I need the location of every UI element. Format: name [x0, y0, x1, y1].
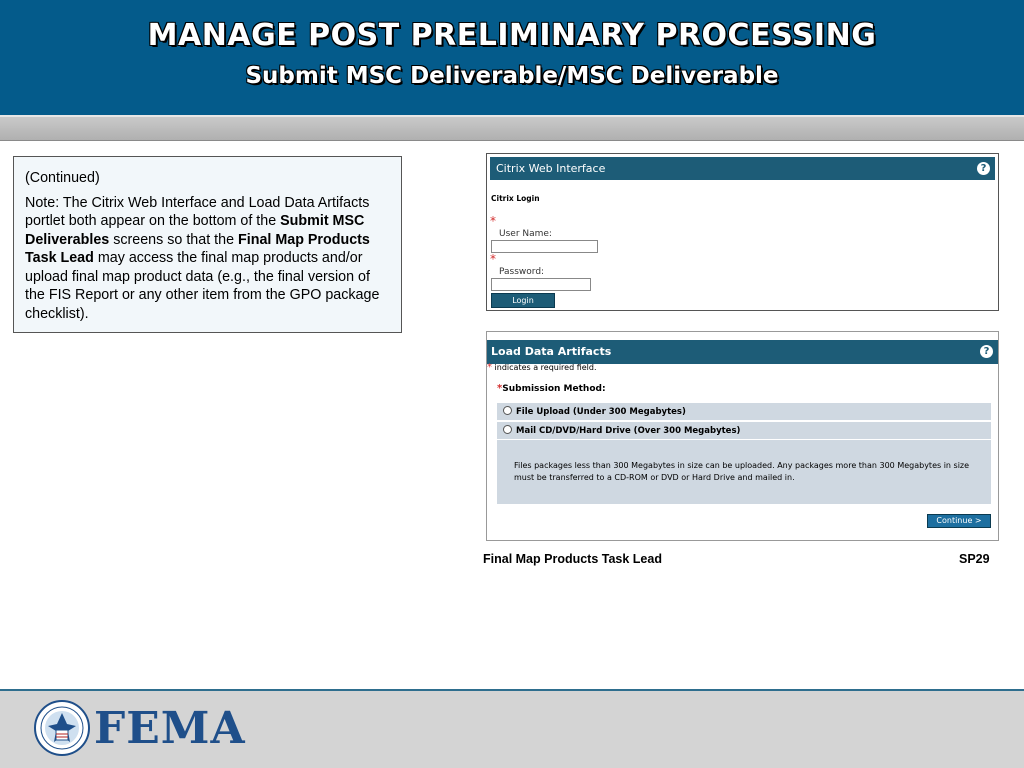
- note-text-2: screens so that the: [109, 231, 238, 248]
- band-divider: [0, 140, 1024, 141]
- note-box: [13, 156, 402, 333]
- fema-logo: FEMA: [94, 703, 246, 754]
- required-note: [487, 362, 597, 373]
- note-text-3: may access the final map products and/or upload final map product data (e.g., the final version of the FIS Report or any other item from the GPO package checklist).: [25, 250, 380, 322]
- citrix-panel-title: Citrix Web Interface: [496, 162, 606, 175]
- username-label: User Name:: [499, 229, 552, 239]
- note-text: [25, 194, 391, 324]
- option-mail-media[interactable]: [497, 422, 991, 440]
- password-input[interactable]: [491, 278, 591, 291]
- radio-button[interactable]: [503, 406, 512, 415]
- slide-subtitle: Submit MSC Deliverable/MSC Deliverable: [245, 63, 779, 89]
- slide-title: MANAGE POST PRELIMINARY PROCESSING: [147, 18, 877, 53]
- option-file-upload[interactable]: [497, 403, 991, 421]
- artifacts-panel-title: Load Data Artifacts: [491, 345, 612, 358]
- citrix-login-title: Citrix Login: [491, 194, 540, 203]
- artifacts-panel-header: [487, 340, 998, 364]
- help-icon[interactable]: ?: [980, 345, 993, 358]
- help-icon[interactable]: ?: [977, 162, 990, 175]
- submission-method-label: [497, 383, 606, 394]
- required-marker: *: [490, 214, 496, 228]
- header-band: [0, 117, 1024, 140]
- note-text-1: Note: The Citrix Web Interface and Load Data Artifacts portlet both appear on the bottom of the: [25, 194, 370, 229]
- note-bold-1: Submit MSC Deliverables: [25, 213, 365, 248]
- caption-page-code: SP29: [959, 552, 990, 566]
- slide-header: [0, 0, 1024, 115]
- password-label: Password:: [499, 267, 545, 277]
- username-input[interactable]: [491, 240, 598, 253]
- note-continued: (Continued): [25, 170, 100, 186]
- required-marker: *: [497, 383, 503, 394]
- option-label: File Upload (Under 300 Megabytes): [516, 407, 686, 417]
- caption-role: Final Map Products Task Lead: [483, 552, 662, 566]
- info-message: Files packages less than 300 Megabytes in size can be uploaded. Any packages more than 300 Megabytes in size must be transferred to a CD-ROM or DVD or Hard Drive and mailed in.: [497, 440, 991, 504]
- radio-button[interactable]: [503, 425, 512, 434]
- login-button[interactable]: Login: [491, 293, 555, 308]
- required-note-text: indicates a required field.: [492, 363, 597, 372]
- submission-method-text: Submission Method:: [502, 384, 606, 394]
- citrix-panel: [486, 153, 999, 311]
- note-bold-2: Final Map Products Task Lead: [25, 231, 370, 266]
- option-label: Mail CD/DVD/Hard Drive (Over 300 Megabytes): [516, 426, 741, 436]
- required-marker: *: [487, 362, 492, 373]
- continue-button[interactable]: Continue >: [927, 514, 991, 528]
- dhs-seal-icon: [34, 700, 90, 756]
- required-marker: *: [490, 252, 496, 266]
- load-data-artifacts-panel: [486, 331, 999, 541]
- citrix-panel-header: [490, 157, 995, 180]
